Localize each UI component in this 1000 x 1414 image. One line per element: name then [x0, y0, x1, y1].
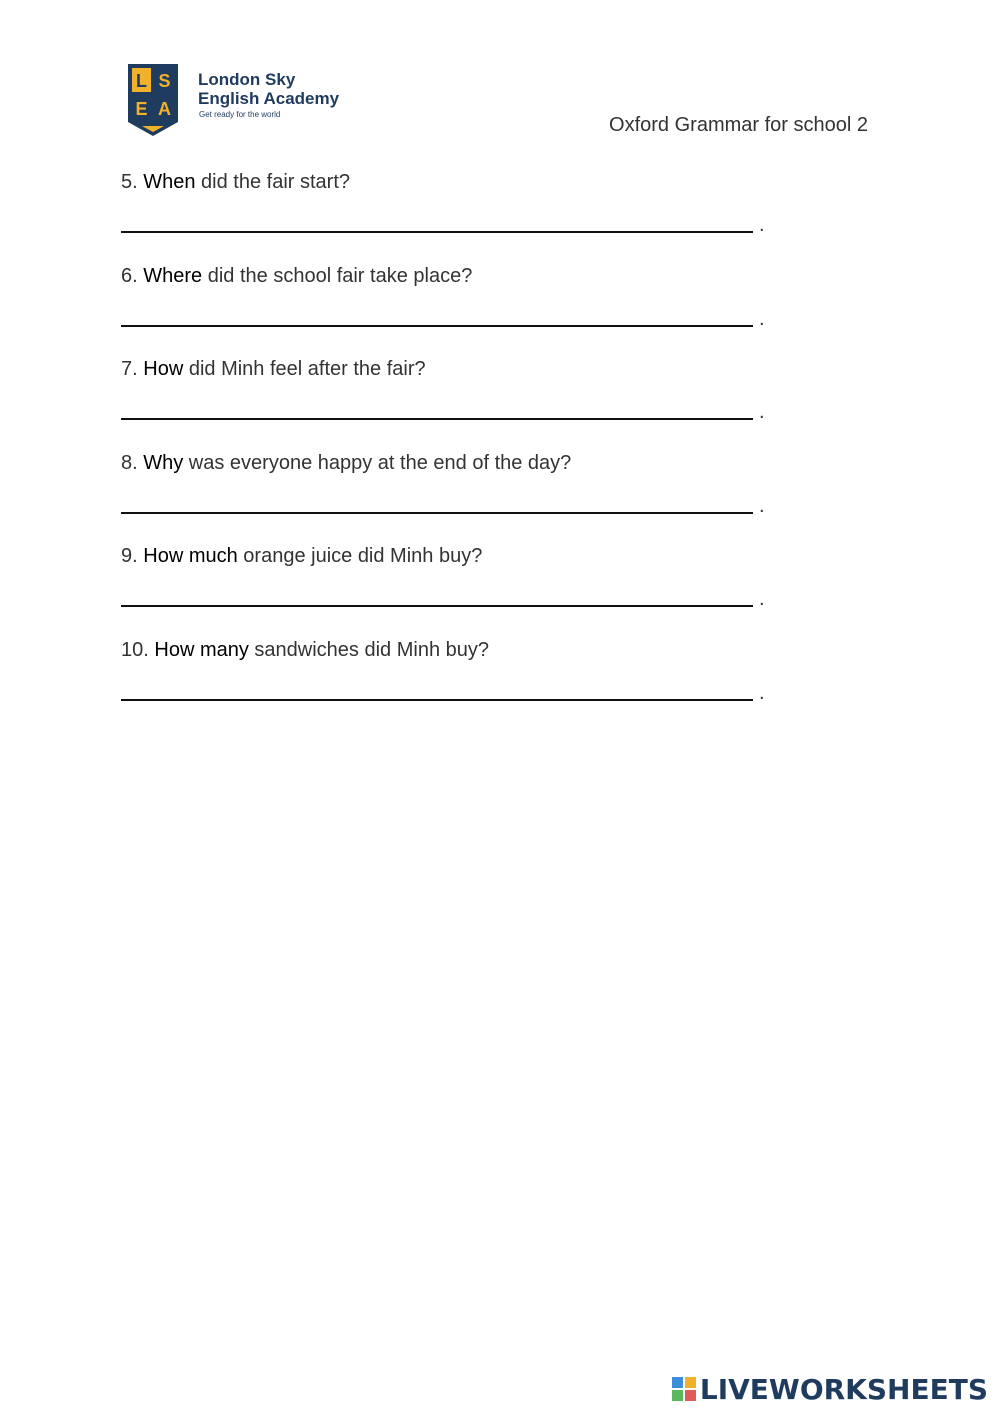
logo-letter-l: L — [136, 71, 147, 91]
question-text — [121, 168, 821, 196]
question-keyword: How — [143, 358, 184, 380]
liveworksheets-wordmark: LIVEWORKSHEETS — [699, 1372, 988, 1406]
question-5 — [121, 168, 821, 262]
question-number: 9. — [121, 545, 138, 567]
academy-name-line2: English Academy — [198, 89, 340, 108]
question-number: 5. — [121, 171, 138, 193]
answer-period: . — [759, 494, 765, 517]
question-text — [121, 355, 821, 383]
answer-period: . — [759, 588, 765, 610]
logo-letter-s: S — [158, 71, 171, 91]
question-keyword: How much — [143, 545, 238, 567]
liveworksheets-grid-icon — [672, 1377, 696, 1401]
answer-period: . — [759, 401, 765, 423]
worksheet-title: Oxford Grammar for school 2 — [609, 114, 868, 136]
answer-blank[interactable] — [121, 418, 753, 420]
question-rest: did the school fair take place? — [202, 264, 473, 287]
question-list — [121, 168, 821, 729]
answer-blank[interactable] — [121, 325, 753, 327]
question-8 — [121, 449, 821, 543]
question-keyword: Why — [143, 451, 184, 474]
question-text — [121, 542, 821, 570]
question-9 — [121, 542, 821, 636]
logo-letter-a: A — [158, 99, 171, 119]
question-keyword: Where — [143, 264, 203, 287]
question-6 — [121, 262, 821, 356]
question-7 — [121, 355, 821, 449]
answer-blank[interactable] — [121, 231, 753, 233]
academy-tagline: Get ready for the world — [199, 110, 281, 119]
question-10 — [121, 636, 821, 730]
question-keyword: When — [143, 171, 196, 193]
academy-name-line1: London Sky — [198, 70, 296, 89]
answer-period: . — [759, 681, 765, 704]
question-rest: orange juice did Minh buy? — [237, 545, 483, 567]
question-keyword: How many — [154, 638, 249, 661]
liveworksheets-brand[interactable] — [672, 1374, 988, 1404]
question-rest: was everyone happy at the end of the day? — [183, 451, 572, 474]
answer-blank[interactable] — [121, 699, 753, 701]
answer-blank[interactable] — [121, 512, 753, 514]
question-number: 6. — [121, 264, 138, 287]
question-number: 7. — [121, 358, 138, 380]
question-rest: did Minh feel after the fair? — [183, 358, 426, 380]
academy-logo — [128, 64, 368, 138]
question-number: 10. — [121, 638, 149, 661]
lsea-shield-icon — [128, 64, 178, 136]
answer-period: . — [759, 214, 765, 236]
question-text — [121, 449, 821, 477]
logo-letter-e: E — [135, 99, 148, 119]
question-text — [121, 262, 821, 290]
question-number: 8. — [121, 451, 138, 474]
question-rest: did the fair start? — [195, 171, 351, 193]
question-text — [121, 636, 821, 664]
answer-blank[interactable] — [121, 605, 753, 607]
question-rest: sandwiches did Minh buy? — [248, 638, 489, 661]
answer-period: . — [759, 307, 765, 330]
academy-name — [198, 70, 339, 108]
